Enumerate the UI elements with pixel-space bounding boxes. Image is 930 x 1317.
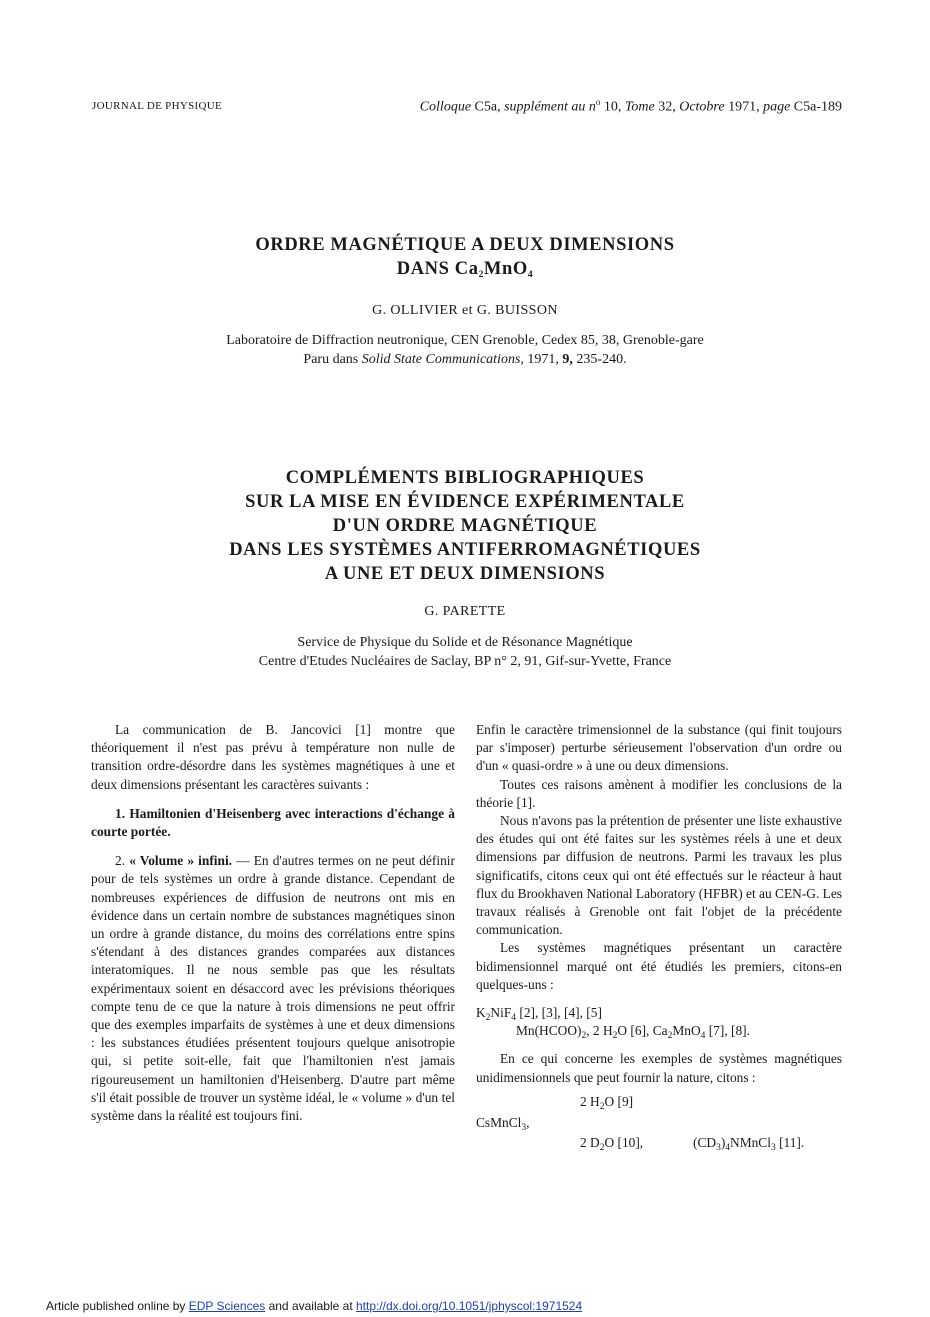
f-cd: (CD [693,1134,717,1150]
published-prefix: Paru dans [303,352,362,367]
title-dans: DANS Ca [396,259,479,279]
formula-csmncl3 [476,1114,530,1132]
f-sub: 3 [770,1142,776,1153]
formula-csmncl3-block [476,1087,842,1159]
f-ca: O [6], Ca [617,1023,668,1039]
title-sub-2: 2 [478,270,484,280]
paragraph-condition-2 [91,852,455,1125]
issue-colloque: Colloque [419,99,475,115]
f-sub: 4 [725,1142,731,1153]
f-cs: CsMnCl [476,1114,522,1130]
condition-2-number: 2. [115,853,130,869]
f-k: K [476,1005,486,1021]
f-sub: 3 [521,1122,527,1133]
article2-title-line2: SUR LA MISE EN ÉVIDENCE EXPÉRIMENTALE [245,492,685,512]
issue-tome: 32, [654,99,680,115]
paragraph: Enfin le caractère trimensionnel de la substance (qui finit toujours par s'imposer) perturbe sérieusement l'observation d'un ordre ou d'un « quasi-ordre » à une ou deux dimensions. [476,722,842,774]
formula-d2o [580,1134,643,1152]
article1-title-line1: ORDRE MAGNÉTIQUE A DEUX DIMENSIONS [255,235,675,255]
edp-sciences-link[interactable]: EDP Sciences [188,1299,266,1313]
paragraph: En ce qui concerne les exemples de systèmes magnétiques unidimensionnels que peut fournir la nature, citons : [476,1051,842,1085]
article2-affiliation-line1: Service de Physique du Solide et de Résonance Magnétique [297,635,633,650]
publisher-footer [46,1299,582,1313]
footer-text: Article published online by [46,1299,189,1313]
published-volume: 9, [562,352,573,367]
f-sub: 2 [581,1031,587,1042]
article2-title-line4: DANS LES SYSTÈMES ANTIFERROMAGNÉTIQUES [229,540,701,560]
condition-1-heading: 1. Hamiltonien d'Heisenberg avec interactions d'échange à courte portée. [91,805,455,840]
issue-citation [420,97,842,116]
formula-cd3-nmncl3 [693,1134,804,1152]
article1-affiliation: Laboratoire de Diffraction neutronique, CEN Grenoble, Cedex 85, 38, Grenoble-gare [226,333,704,348]
paragraph: Nous n'avons pas la prétention de présenter une liste exhaustive des études qui ont été faites sur les systèmes réels à une et deux dimensions par diffusion de neutrons. Parmi les travaux les plus significatifs, citons ceux qui ont été effectués sur le réacteur à haut flux du Brookhaven National Laboratory (HFBR) et au CEN-G. Les travaux réalisés à Grenoble ont fait l'objet de la précédente communication. [476,813,842,938]
f-refs: [2], [3], [4], [5] [516,1005,602,1021]
paragraph: Toutes ces raisons amènent à modifier les conclusions de la théorie [1]. [476,776,842,810]
f-mno: MnO [672,1023,701,1039]
article1-title [0,233,930,281]
formula-mnhcoo [476,1022,842,1040]
doi-link[interactable]: http://dx.doi.org/10.1051/jphyscol:1971524 [355,1299,583,1313]
f-sub: 3 [716,1142,721,1153]
published-journal: Solid State Communications, [361,352,524,367]
published-year: 1971, [523,352,563,367]
article2-title-line3: D'UN ORDRE MAGNÉTIQUE [332,516,598,536]
footer-text: and available at [265,1299,356,1313]
article2-title [0,466,930,586]
body-right-column [476,721,842,1159]
issue-number: 10, [600,99,625,115]
f-refs: [11]. [775,1134,805,1150]
condition-2-heading: « Volume » infini. [129,853,233,869]
f-paren: ) [720,1134,726,1150]
f-mn: Mn(HCOO) [516,1023,582,1039]
condition-2-text: — En d'autres termes on ne peut définir pour de tels systèmes un ordre à grande distance. Cependant de nombreuses expériences de diffusion de neutrons ont mis en évidence dans un certain nombre de substances magnétiques sinon un ordre à grande distance, du moins des corrélations entre spins s'étendant à des distances grandes comparées aux distances interatomiques. Il ne nous semble pas que les résultats expérimentaux soient en désaccord avec les prévisions théoriques compte tenu de ce que la nature à trois dimensions ne peut offrir que des exemples imparfaits de systèmes à une et deux dimensions : les substances étudiées présentent toujours quelque anisotropie qui, si petite soit-elle, fait que l'hamiltonien n'est jamais rigoureusement un hamiltonien d'Heisenberg. D'autre part même s'il était possible de trouver un système idéal, le « volume » d'un tel système dans la réalité est toujours fini. [91,853,455,1124]
f-h: , 2 H [586,1023,613,1039]
f-d: 2 D [580,1134,600,1150]
f-sub: 2 [612,1031,618,1042]
title-sub-4: 4 [527,270,534,280]
article1-published-in [0,350,930,369]
f-sub: 4 [700,1031,706,1042]
formula-k2nif4 [476,1004,842,1022]
formula-h2o [580,1093,633,1111]
paragraph: La communication de B. Jancovici [1] montre que théoriquement il n'est pas prévu à température non nulle de transition ordre-désordre dans les systèmes magnétiques à une et deux dimensions présentant les caractères suivants : [91,722,455,792]
f-refs: O [9] [604,1093,634,1109]
article1-authors: G. OLLIVIER et G. BUISSON [372,303,558,318]
paragraph-condition-1 [91,805,455,841]
f-refs: [7], [8]. [705,1023,750,1039]
issue-tome-label: Tome [624,99,655,115]
f-nif: NiF [490,1005,512,1021]
f-refs: O [10], [604,1134,644,1150]
published-pages: 235-240. [572,352,627,367]
issue-year: 1971, [724,99,764,115]
article1-title-line2 [0,257,930,281]
paragraph: Les systèmes magnétiques présentant un caractère bidimensionnel marqué ont été étudiés les premiers, citons-en quelques-uns : [476,940,842,992]
f-comma: , [526,1114,530,1130]
issue-colloque-code: C5a [474,99,498,115]
body-left-column [91,721,455,1125]
journal-name: JOURNAL DE PHYSIQUE [92,100,222,112]
f-sub: 2 [485,1013,491,1024]
article2-title-line1: COMPLÉMENTS BIBLIOGRAPHIQUES [285,468,645,488]
f-sub: 2 [667,1031,673,1042]
article2-affiliation-line2: Centre d'Etudes Nucléaires de Saclay, BP n° 2, 91, Gif-sur-Yvette, France [258,654,672,669]
title-mno: MnO [483,259,528,279]
f-sub: 4 [511,1013,517,1024]
issue-supplement: , supplément au n [497,99,596,115]
issue-page-label: page [763,99,791,115]
article2-author: G. PARETTE [424,604,506,619]
issue-page: C5a-189 [790,99,842,115]
issue-month: Octobre [679,99,725,115]
f-h: 2 H [580,1093,600,1109]
article2-title-line5: A UNE ET DEUX DIMENSIONS [324,564,606,584]
f-sub: 2 [599,1101,605,1112]
issue-number-sup: o [595,97,601,107]
f-nmncl: NMnCl [730,1134,771,1150]
f-sub: 2 [599,1142,605,1153]
